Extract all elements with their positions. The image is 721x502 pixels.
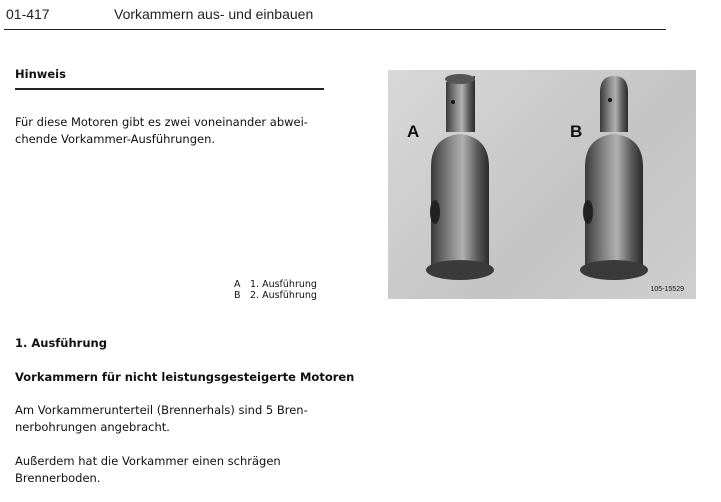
section-paragraph-1 bbox=[15, 402, 308, 436]
figure-reference: 105-15529 bbox=[650, 286, 684, 293]
prechamber-a-image bbox=[413, 72, 513, 294]
figure-label-a: A bbox=[407, 122, 420, 141]
paragraph-1-line-1: Am Vorkammerunterteil (Brennerhals) sind 5 Bren- bbox=[15, 403, 308, 417]
section-subheading: Vorkammern für nicht leistungsgesteigerte Motoren bbox=[15, 370, 355, 384]
paragraph-2-line-1: Außerdem hat die Vorkammer einen schrägen bbox=[15, 454, 281, 468]
legend-item-b: B 2. Ausführung bbox=[234, 290, 317, 301]
note-divider bbox=[15, 88, 324, 90]
note-text bbox=[15, 114, 308, 148]
header-divider bbox=[4, 29, 666, 30]
section-paragraph-2 bbox=[15, 453, 281, 487]
page-title: Vorkammern aus- und einbauen bbox=[114, 6, 314, 22]
section-heading: 1. Ausführung bbox=[15, 336, 107, 350]
note-line-1: Für diese Motoren gibt es zwei voneinander abwei- bbox=[15, 115, 308, 129]
paragraph-1-line-2: nerbohrungen angebracht. bbox=[15, 420, 170, 434]
note-heading: Hinweis bbox=[15, 67, 66, 81]
page-code: 01-417 bbox=[6, 6, 50, 22]
paragraph-2-line-2: Brennerboden. bbox=[15, 471, 101, 485]
figure-legend bbox=[234, 279, 317, 301]
prechamber-b-image bbox=[566, 72, 666, 294]
legend-item-a: A 1. Ausführung bbox=[234, 279, 317, 290]
figure-label-b: B bbox=[570, 122, 583, 141]
prechamber-photo bbox=[388, 70, 696, 299]
note-line-2: chende Vorkammer-Ausführungen. bbox=[15, 132, 216, 146]
